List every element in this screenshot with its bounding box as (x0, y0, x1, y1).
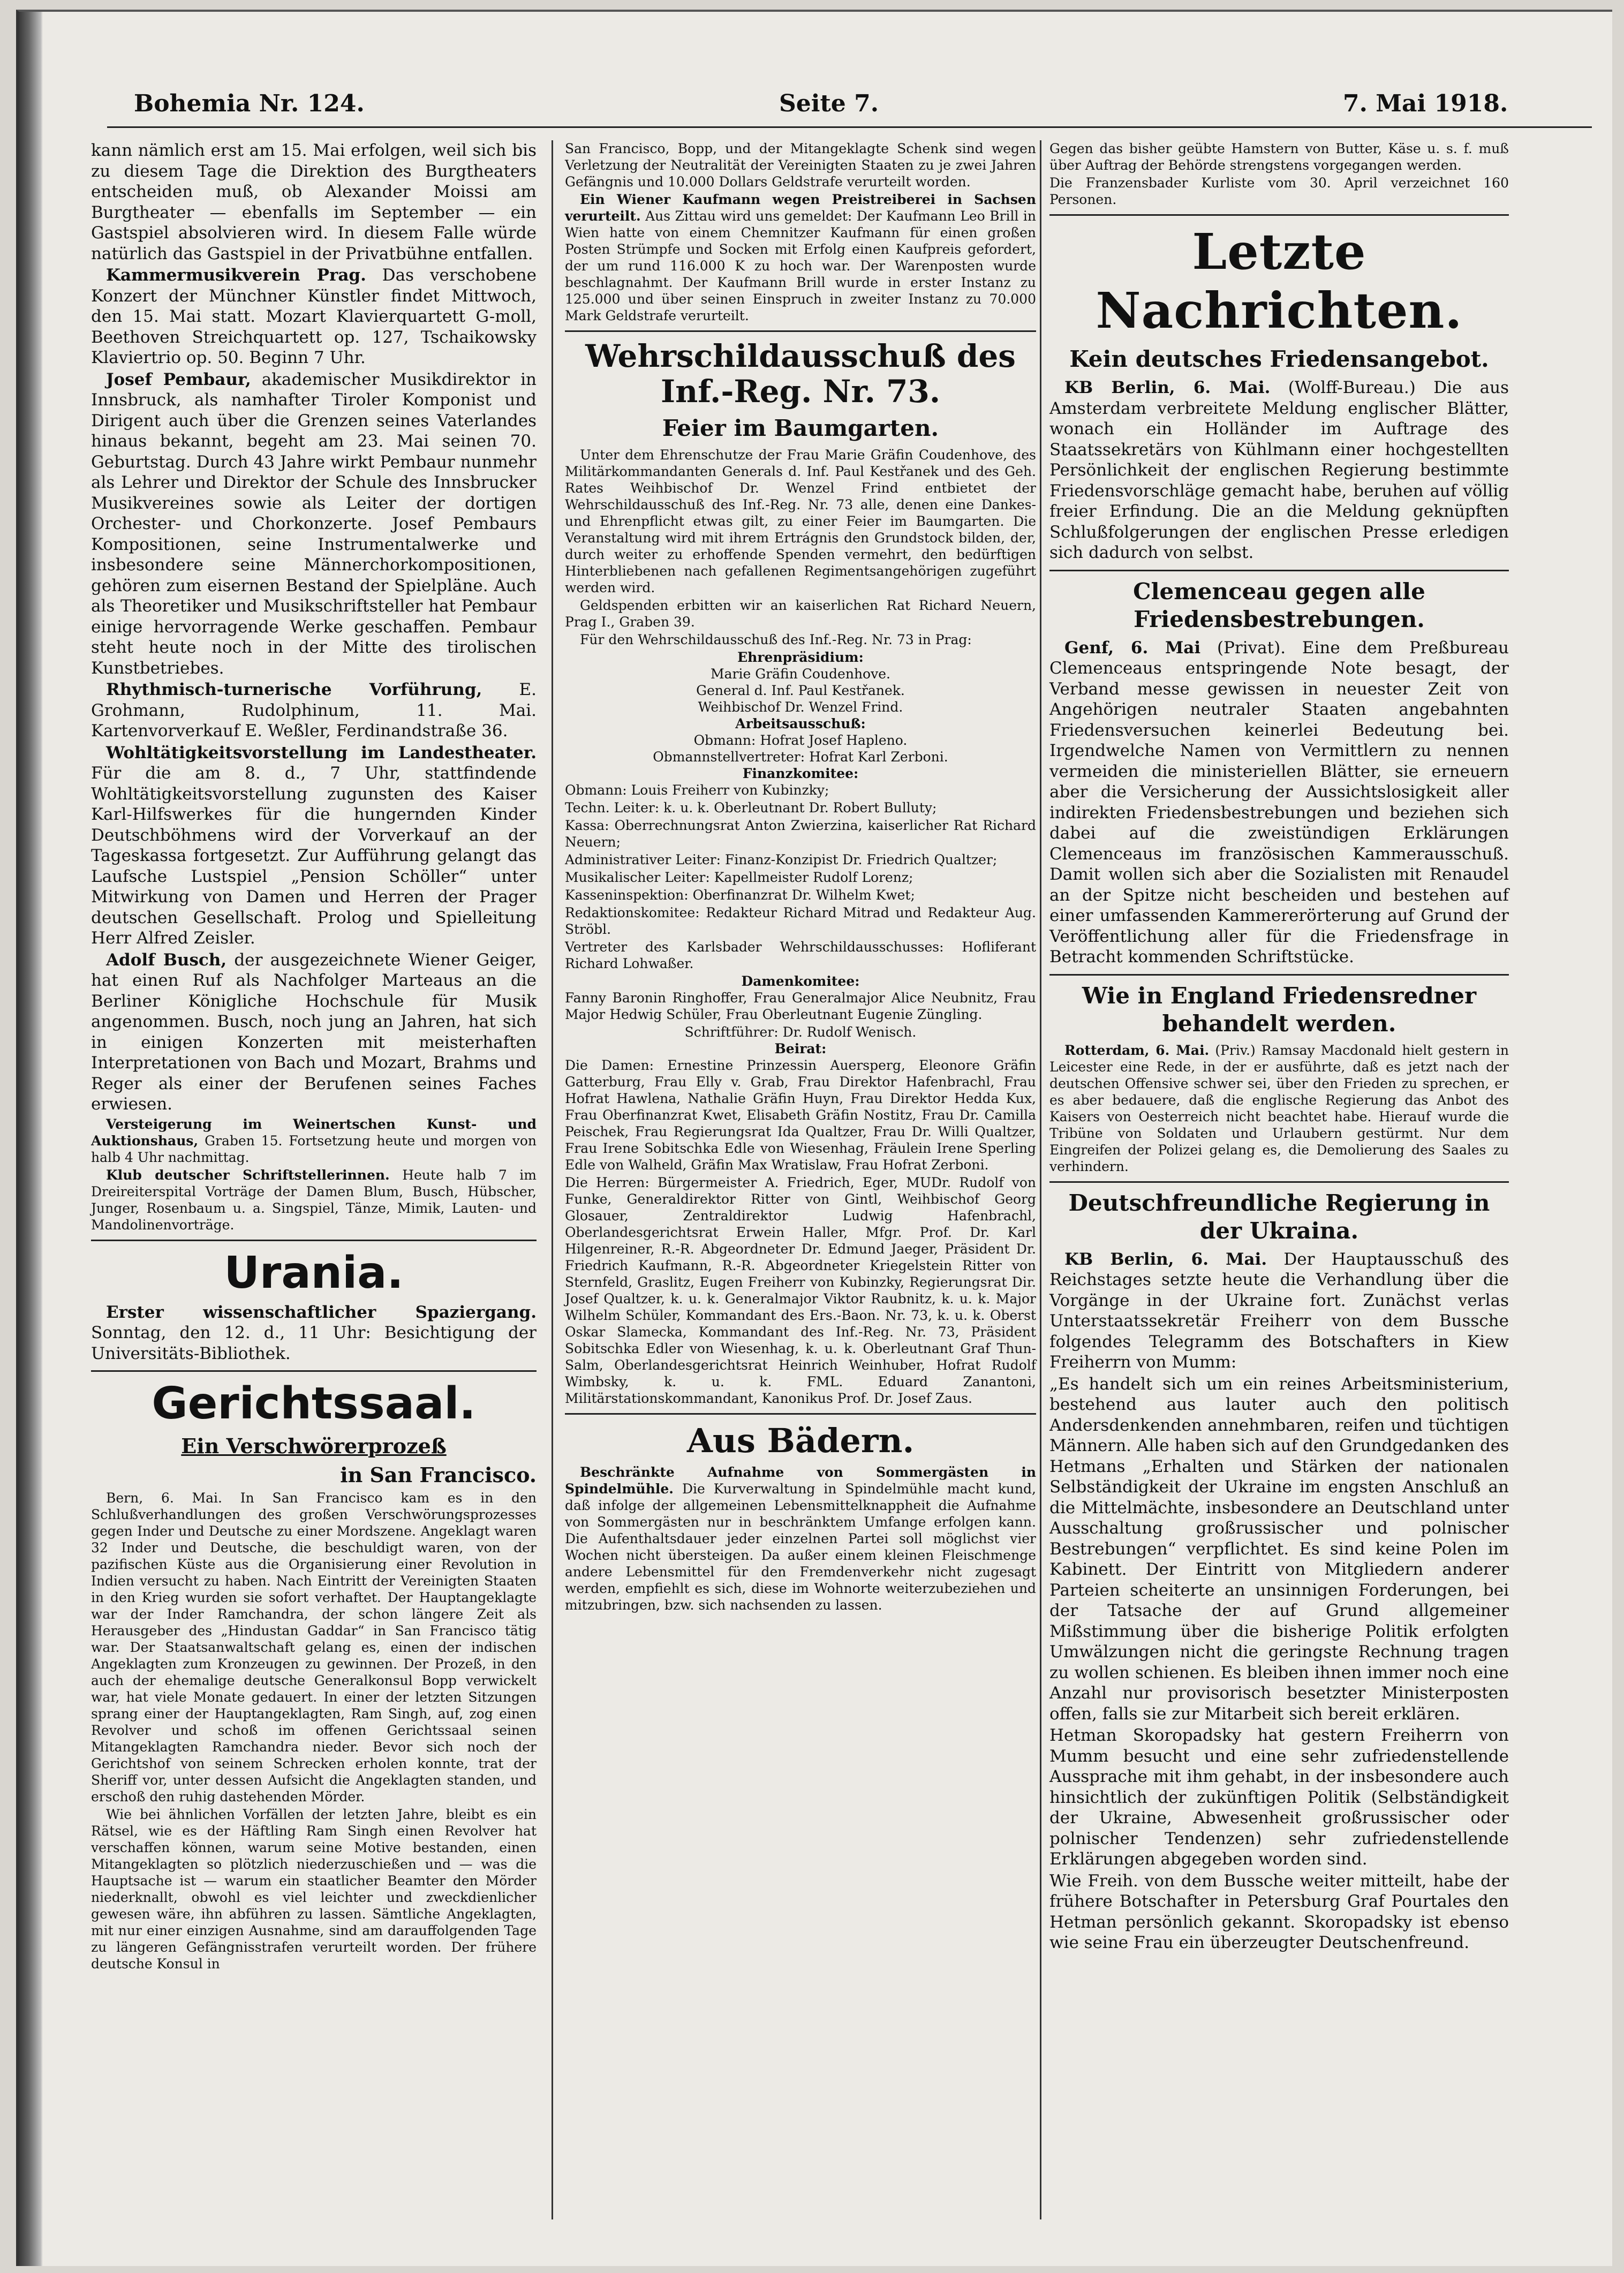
wehrschild-paragraph: Geldspenden erbitten wir an kaiserlichen Rat Richard Neuern, Prag I., Graben 39. (565, 598, 1036, 630)
wehrschild-paragraph: Für den Wehrschildausschuß des Inf.-Reg. Nr. 73 in Prag: (580, 632, 972, 647)
news-headline: Wie in England Friedensredner behandelt werden. (1082, 982, 1477, 1037)
committee-line: General d. Inf. Paul Kestřanek. (696, 683, 905, 698)
wehrschild-article (565, 447, 1036, 648)
column-1 (91, 140, 537, 1973)
committee-line: Administrativer Leiter: Finanz-Konzipist Dr. Friedrich Qualtzer; (565, 852, 998, 867)
wehrschild-heading: Wehrschildausschuß des Inf.-Reg. Nr. 73. (585, 338, 1016, 410)
culture-note-lead: Rhythmisch-turnerische Vorführung, (106, 680, 482, 699)
culture-note-text: akademischer Musikdirektor in Innsbruck, als namhafter Tiroler Komponist und Dirigent auch über die Grenzen seines Vaterlandes hinaus bekannt, begeht am 23. Mai seinen 70. Geburtstag. Durch 43 Jahre wirkt Pembaur nunmehr als Lehrer und Direktor der Schule des Innsbrucker Musikvereines sowie als Leiter der dortigen Orchester- und Chorkonzerte. Josef Pembaurs Kompositionen, seine Instrumentalwerke und insbesondere seine Männerchorkompositionen, gehören zum eisernen Bestand der Spielpläne. Auch als Theoretiker und Musikschriftsteller hat Pembaur einige hervorragende Werke geschaffen. Pembaur steht heute noch in der Mitte des tirolischen Kunstbetriebes. (91, 369, 537, 678)
news-headline: Deutschfreundliche Regierung in der Ukraina. (1068, 1189, 1490, 1244)
committee-line: Obmann: Louis Freiherr von Kubinzky; (565, 782, 829, 798)
continuation-note: Gegen das bisher geübte Hamstern von Butter, Käse u. s. f. muß über Auftrag der Behörde strengstens vorgegangen werden. (1049, 141, 1509, 173)
article-intro: kann nämlich erst am 15. Mai erfolgen, weil sich bis zu diesem Tage die Direktion des Burgtheaters entscheiden muß, ob Alexander Moissi am Burgtheater — ebenfalls im September — ein Gastspiel absolvieren wird. In diesem Falle würde natürlich das Gastspiel in der Privatbühne entfallen. (91, 141, 537, 263)
section-rule (1049, 214, 1509, 216)
court-subheading-2: in San Francisco. (340, 1463, 537, 1487)
news-headline: Clemenceau gegen alle Friedensbestrebungen. (1133, 578, 1425, 632)
culture-note (91, 679, 537, 742)
committee-line: Die Herren: Bürgermeister A. Friedrich, Eger, MUDr. Rudolf von Funke, Generaldirektor Ritter von Gintl, Weihbischof Georg Glosauer, Zentraldirektor Ludwig Hafenbrachl, Oberlandesgerichtsrat Erwein Haller, Mfgr. Prof. Dr. Karl Hilgenreiner, R.-R. Abgeordneter Dr. Edmund Jaeger, Präsident Dr. Friedrich Kaufmann, R.-R. Abgeordneter Kriegelstein Ritter von Sternfeld, Graslitz, Eugen Freiherr von Kubinzky, Regierungsrat Dir. Josef Qualtzer, k. u. k. Generalmajor Viktor Raubnitz, k. u. k. Major Wilhelm Schüler, Kommandant des Ers.-Baon. Nr. 73, k. u. k. Oberst Oskar Slamecka, Kommandant des Inf.-Reg. Nr. 73, Präsident Sobitschka Edler von Wiesenhag, k. u. k. Oberleutnant Graf Thun-Salm, Oberlandesgerichtsrat Heinrich Weinhuber, Hofrat Rudolf Wimbsky, k. u. k. FML. Eduard Zanantoni, Militärstationskommandant, Kanonikus Prof. Dr. Josef Zaus. (565, 1175, 1036, 1406)
news-paragraph-text: Hetman Skoropadsky hat gestern Freiherrn von Mumm besucht und eine sehr zufriedenstellende Aussprache mit ihm gehabt, in der insbesondere auch hinsichtlich der zukünftigen Politik (Selbständigkeit der Ukraine, Abwesenheit großrussischer oder polnischer Tendenzen) sehr zufriedenstellende Erklärungen abgegeben worden sind. (1049, 1726, 1509, 1869)
last-news-sections (1049, 345, 1509, 1953)
news-paragraph-lead: Genf, 6. Mai (1064, 638, 1201, 658)
news-paragraph (1049, 1249, 1509, 1373)
small-note (91, 1167, 537, 1233)
committee-line: Musikalischer Leiter: Kapellmeister Rudolf Lorenz; (565, 870, 913, 885)
court-article (91, 1490, 537, 1972)
section-rule (565, 1413, 1036, 1415)
news-paragraph (1049, 1374, 1509, 1725)
news-paragraph-lead: KB Berlin, 6. Mai. (1064, 1249, 1267, 1269)
news-paragraph (1049, 1042, 1509, 1175)
continuation-note: Die Franzensbader Kurliste vom 30. April verzeichnet 160 Personen. (1049, 175, 1509, 207)
court-heading: Gerichtssaal. (152, 1378, 476, 1429)
section-rule (91, 1370, 537, 1372)
urania-text: Erster wissenschaftlicher Spaziergang. Sonntag, den 12. d., 11 Uhr: Besichtigung der Universitäts-Bibliothek. (91, 1302, 537, 1363)
court-paragraph: Wie bei ähnlichen Vorfällen der letzten Jahre, bleibt es ein Rätsel, wie es der Häftling Ram Singh einen Revolver hat verschaffen können, warum seine Motive bestanden, einen Mitangeklagten so plötzlich niederzuschießen und — was die Hauptsache ist — warum ein staatlicher Beamter den Mörder niederknallt, obwohl es viel leichter und zweckdienlicher gewesen wäre, ihn abführen zu lassen. Sämtliche Angeklagten, mit nur einer einzigen Ausnahme, sind am darauffolgenden Tage zu längeren Gefängnisstrafen verurteilt worden. Der frühere deutsche Konsul in (91, 1807, 537, 1972)
committee-line: Kassa: Oberrechnungsrat Anton Zwierzina, kaiserlicher Rat Richard Neuern; (565, 818, 1036, 850)
court-subheading-1: Ein Verschwörerprozeß (181, 1434, 447, 1458)
culture-note-text: Das verschobene Konzert der Münchner Künstler findet Mittwoch, den 15. Mai statt. Mozart Klavierquartett G-moll, Beethoven Streichquartett op. 127, Tschaikowsky Klaviertrio op. 50. Beginn 7 Uhr. (91, 266, 537, 367)
column-2 (565, 140, 1036, 1614)
committee-line: Obmannstellvertreter: Hofrat Karl Zerboni. (653, 749, 948, 765)
culture-note-lead: Kammermusikverein Prag. (106, 266, 366, 285)
news-paragraph-text: Wie Freih. von dem Bussche weiter mitteilt, habe der frühere Botschafter in Petersburg Graf Pourtales den Hetman persönlich gekannt. Skoropadsky ist ebenso wie seine Frau ein überzeugter Deutschenfreund. (1049, 1871, 1509, 1952)
committee-heading: Ehrenpräsidium: (737, 650, 864, 665)
committee-heading: Arbeitsausschuß: (735, 716, 866, 731)
baeder-heading: Aus Bädern. (686, 1421, 915, 1460)
header-issue: Bohemia Nr. 124. (134, 90, 365, 117)
committee-line: Fanny Baronin Ringhoffer, Frau Generalmajor Alice Neubnitz, Frau Major Hedwig Schüler, Frau Oberleutnant Eugenie Züngling. (565, 990, 1036, 1022)
culture-note-text: der ausgezeichnete Wiener Geiger, hat einen Ruf als Nachfolger Marteaus an die Berliner Königliche Hochschule für Musik angenommen. Busch, noch jung an Jahren, hat sich in einigen Konzerten mit meisterhaften Interpretationen von Bach und Mozart, Brahms und Reger als einer der Berufenen seines Faches erwiesen. (91, 950, 537, 1114)
news-paragraph (1049, 1871, 1509, 1953)
culture-note (91, 743, 537, 949)
header-page-number: Seite 7. (779, 90, 879, 117)
section-rule (1049, 570, 1509, 571)
committee-line: Vertreter des Karlsbader Wehrschildausschusses: Hofliferant Richard Lohwaßer. (565, 939, 1036, 971)
column-divider-2 (1040, 140, 1041, 2219)
section-rule (565, 330, 1036, 332)
committee-line: Redaktionskomitee: Redakteur Richard Mitrad und Redakteur Aug. Ströbl. (565, 905, 1036, 937)
culture-note-text: E. Grohmann, Rudolphinum, 11. Mai. Kartenvorverkauf E. Weßler, Ferdinandstraße 36. (91, 680, 537, 741)
committee-line: Die Damen: Ernestine Prinzessin Auersperg, Eleonore Gräfin Gatterburg, Frau Elly v. Grab, Frau Direktor Hafenbrachl, Frau Hofrat Hawlena, Nathalie Gräfin Huyn, Frau Direktor Hedda Kux, Frau Oberfinanzrat Kwet, Elisabeth Gräfin Nostitz, Frau Dr. Camilla Peischek, Frau Regierungsrat Ida Qualtzer, Frau Dr. Willi Qualtzer, Frau Irene Sobitschka Edle von Wiesenhag, Fräulein Irene Sperling Edle von Walheld, Gräfin Max Wratislaw, Frau Hofrat Zerboni. (565, 1058, 1036, 1173)
continuation-text: San Francisco, Bopp, und der Mitangeklagte Schenk sind wegen Verletzung der Neutralität der Vereinigten Staaten zu je zwei Jahren Gefängnis und 10.000 Dollars Geldstrafe verurteilt worden. (565, 141, 1036, 190)
continuation-notes (1049, 140, 1509, 208)
court-paragraph: Bern, 6. Mai. In San Francisco kam es in den Schlußverhandlungen des großen Verschwörungsprozesses gegen Inder und Deutsche zu einer Mordszene. Angeklagt waren 32 Inder und Deutsche, die beschuldigt waren, von der pazifischen Küste aus die Organisierung einer Revolution in Indien versucht zu haben. Nach Eintritt der Vereinigten Staaten in den Krieg wurden sie sofort verhaftet. Der Hauptangeklagte war der Inder Ramchandra, der schon längere Zeit als Herausgeber des „Hindustan Gaddar“ in San Francisco tätig war. Der Staatsanwaltschaft gelang es, einen der indischen Angeklagten zum Kronzeugen zu gewinnen. Der Prozeß, in den auch der ehemalige deutsche Generalkonsul Bopp verwickelt war, hat viele Monate gedauert. In einer der letzten Sitzungen sprang einer der Hauptangeklagten, Ram Singh, auf, zog einen Revolver und schoß im offenen Gerichtssaal seinen Mitangeklagten Ramchandra nieder. Bevor sich noch der Gerichtshof von seinem Schrecken erholen konnte, trat der Sheriff vor, unter dessen Aufsicht die Angeklagten standen, und erschoß den ruhig dastehenden Mörder. (91, 1490, 537, 1804)
culture-notes (91, 265, 537, 1115)
urania-heading: Urania. (224, 1247, 404, 1298)
wehrschild-subheading: Feier im Baumgarten. (662, 415, 939, 441)
news-paragraph-text: „Es handelt sich um ein reines Arbeitsministerium, bestehend aus lauter auch den politisch Andersdenkenden annehmbaren, reifen und tüchtigen Männern. Alle haben sich auf den Grundgedanken des Hetmans „Erhalten und Stärken der nationalen Selbständigkeit der Ukraine im engsten Anschluß an die Mittelmächte, insbesondere an Deutschland unter Ausschaltung großrussischer und polnischer Bestrebungen“ verpflichtet. Es sind keine Polen im Kabinett. Der Eintritt von Mitgliedern anderer Parteien scheiterte an unsinnigen Forderungen, bei der Tatsache der auf Grund allgemeiner Mißstimmung über die bisherige Politik erfolgten Umwälzungen nicht die geringste Rechnung tragen zu wollen schienen. Es bleiben ihnen immer noch eine Anzahl nur provisorisch besetzter Ministerposten offen, falls sie zur Mitarbeit sich bereit erklären. (1049, 1374, 1509, 1724)
culture-note (91, 369, 537, 679)
committee-list (565, 649, 1036, 1407)
scan-binding-edge (19, 12, 43, 2266)
last-news-heading: Letzte Nachrichten. (1096, 223, 1463, 339)
small-note (91, 1116, 537, 1166)
committee-line: Marie Gräfin Coudenhove. (711, 666, 890, 682)
news-paragraph (1049, 1725, 1509, 1870)
culture-note-lead: Adolf Busch, (106, 950, 227, 970)
news-paragraph-lead: Rotterdam, 6. Mai. (1064, 1042, 1210, 1058)
committee-heading: Finanzkomitee: (742, 766, 859, 781)
small-note-text: Heute halb 7 im Dreireiterspital Vorträge der Damen Blum, Busch, Hübscher, Junger, Rosenbaum u. a. Singspiel, Tänze, Mimik, Lauten- und Mandolinenvorträge. (91, 1167, 537, 1233)
section-rule (1049, 974, 1509, 976)
culture-note (91, 265, 537, 368)
news-paragraph-text: Der Hauptausschuß des Reichstages setzte heute die Verhandlung über die Vorgänge in der Ukraine fort. Zunächst verlas Unterstaatssekretär Freiherr von dem Bussche folgendes Telegramm des Botschafters in Kiew Freiherrn von Mumm: (1049, 1249, 1509, 1372)
news-paragraph-text: (Priv.) Ramsay Macdonald hielt gestern in Leicester eine Rede, in der er ausführte, daß es jetzt nach der deutschen Offensive schwer sei, über den Frieden zu sprechen, er es aber bedauere, daß die englische Regierung das Anbot des Kaisers von Oesterreich nicht beachtet habe. Hierauf wurde die Tribüne von Soldaten und Urlaubern gestürmt. Nur dem Eingreifen der Polizei gelang es, die Demolierung des Saales zu verhindern. (1049, 1042, 1509, 1174)
news-paragraph (1049, 377, 1509, 563)
committee-line: Schriftführer: Dr. Rudolf Wenisch. (684, 1024, 917, 1040)
column-3 (1049, 140, 1509, 1954)
committee-line: Kasseninspektion: Oberfinanzrat Dr. Wilhelm Kwet; (565, 887, 915, 903)
news-paragraph-text: (Wolff-Bureau.) Die aus Amsterdam verbreitete Meldung englischer Blätter, wonach ein Holländer im Auftrage des Staatssekretärs von Kühlmann einer hochgestellten Persönlichkeit der englischen Regierung bestimmte Friedensvorschläge gemacht habe, beruhen auf völlig freier Erfindung. Die an die Meldung geknüpften Schlußfolgerungen der englischen Presse erledigen sich dadurch von selbst. (1049, 378, 1509, 562)
committee-line: Obmann: Hofrat Josef Hapleno. (693, 733, 908, 748)
section-rule (1049, 1181, 1509, 1183)
wehrschild-paragraph: Unter dem Ehrenschutze der Frau Marie Gräfin Coudenhove, des Militärkommandanten Generals d. Inf. Paul Kestřanek und des Geh. Rates Weihbischof Dr. Wenzel Frind entbietet der Wehrschildausschuß des Inf.-Reg. Nr. 73 alle, denen eine Dankes- und Ehrenpflicht etwas gilt, zu einer Feier im Baumgarten. Die Veranstaltung wird mit ihrem Ertrágnis den Grundstock bilden, der, durch weiter zu erhoffende Spenden vermehrt, den bedürftigen Hinterbliebenen nach gefallenen Regimentsangehörigen zugeführt werden wird. (565, 447, 1036, 595)
news-paragraph (1049, 638, 1509, 968)
culture-note (91, 950, 537, 1115)
small-note-lead: Versteigerung im Weinertschen Kunst- und Auktionshaus, (91, 1116, 537, 1149)
culture-note-lead: Wohltätigkeitsvorstellung im Landestheater. (106, 743, 537, 762)
small-notes (91, 1116, 537, 1233)
culture-note-lead: Josef Pembaur, (106, 369, 251, 389)
wiener-article: Ein Wiener Kaufmann wegen Preistreiberei in Sachsen verurteilt. Aus Zittau wird uns gemeldet: Der Kaufmann Leo Brill in Wien hatte von einem Chemnitzer Kaufmann für einen großen Posten Strümpfe und Socken mit Erfolg einen Kaufpreis gefordert, der um rund 116.000 K zu hoch war. Der Warenposten wurde beschlagnahmt. Der Kaufmann Brill wurde in erster Instanz zu 125.000 und über seinen Einspruch in zweiter Instanz zu 70.000 Mark Geldstrafe verurteilt. (565, 192, 1037, 323)
news-paragraph-text: (Privat). Eine dem Preßbureau Clemenceaus entspringende Note besagt, der Verband messe gewissen in neuester Zeit von Angehörigen neutraler Staaten angebahnten Friedensversuchen keinerlei Bedeutung bei. Irgendwelche Namen von Vermittlern zu nennen vermeiden die ministeriellen Blätter, sie erneuern aber die Versicherung der Aussichtslosigkeit aller indirekten Friedensbestrebungen und beziehen sich dabei auf die zweistündigen Erklärungen Clemenceaus im französischen Kammerausschuß. Damit wollen sich aber die Sozialisten mit Renaudel an der Spitze nicht bescheiden und bestehen auf einer umfassenden Kammererörterung auf Grund der Veröffentlichung aller für die Friedensfrage in Betracht kommenden Schriftstücke. (1049, 638, 1509, 966)
news-headline: Kein deutsches Friedensangebot. (1069, 346, 1489, 372)
committee-line: Techn. Leiter: k. u. k. Oberleutnant Dr. Robert Bulluty; (565, 800, 937, 815)
news-paragraph-lead: KB Berlin, 6. Mai. (1064, 378, 1271, 397)
section-rule (91, 1240, 537, 1241)
header-date: 7. Mai 1918. (1343, 90, 1508, 117)
culture-note-text: Für die am 8. d., 7 Uhr, stattfindende Wohltätigkeitsvorstellung zugunsten des Kaiser Karl-Hilfswerkes für die hungernden Kinder Deutschböhmens wird der Vorverkauf an der Tageskassa fortgesetzt. Zur Aufführung gelangt das Laufsche Lustspiel „Pension Schöller“ unter Mitwirkung von Damen und Herren der Prager deutschen Gesellschaft. Prolog und Spielleitung Herr Alfred Zeisler. (91, 764, 537, 948)
committee-line: Weihbischof Dr. Wenzel Frind. (698, 699, 903, 715)
small-note-lead: Klub deutscher Schriftstellerinnen. (106, 1167, 390, 1183)
header-rule (107, 126, 1592, 128)
baeder-article: Beschränkte Aufnahme von Sommergästen in Spindelmühle. Die Kurverwaltung in Spindelmühle macht kund, daß infolge der allgemeinen Lebensmittelknappheit die Aufnahme von Sommergästen nur in beschränktem Umfange erfolgen kann. Die Aufenthaltsdauer jeder einzelnen Partei soll möglichst vier Wochen nicht übersteigen. Da außer einem kleinen Fleischmenge andere Lebensmittel für den Fremdenverkehr nicht zugesagt werden, empfiehlt es sich, diese im Wohnorte weiterzubeziehen und mitzubringen, bzw. sich nachsenden zu lassen. (565, 1464, 1037, 1613)
committee-heading: Beirat: (774, 1041, 827, 1056)
small-note-text: Graben 15. Fortsetzung heute und morgen von halb 4 Uhr nachmittag. (91, 1132, 537, 1165)
column-divider-1 (552, 140, 553, 2219)
committee-heading: Damenkomitee: (741, 973, 860, 989)
